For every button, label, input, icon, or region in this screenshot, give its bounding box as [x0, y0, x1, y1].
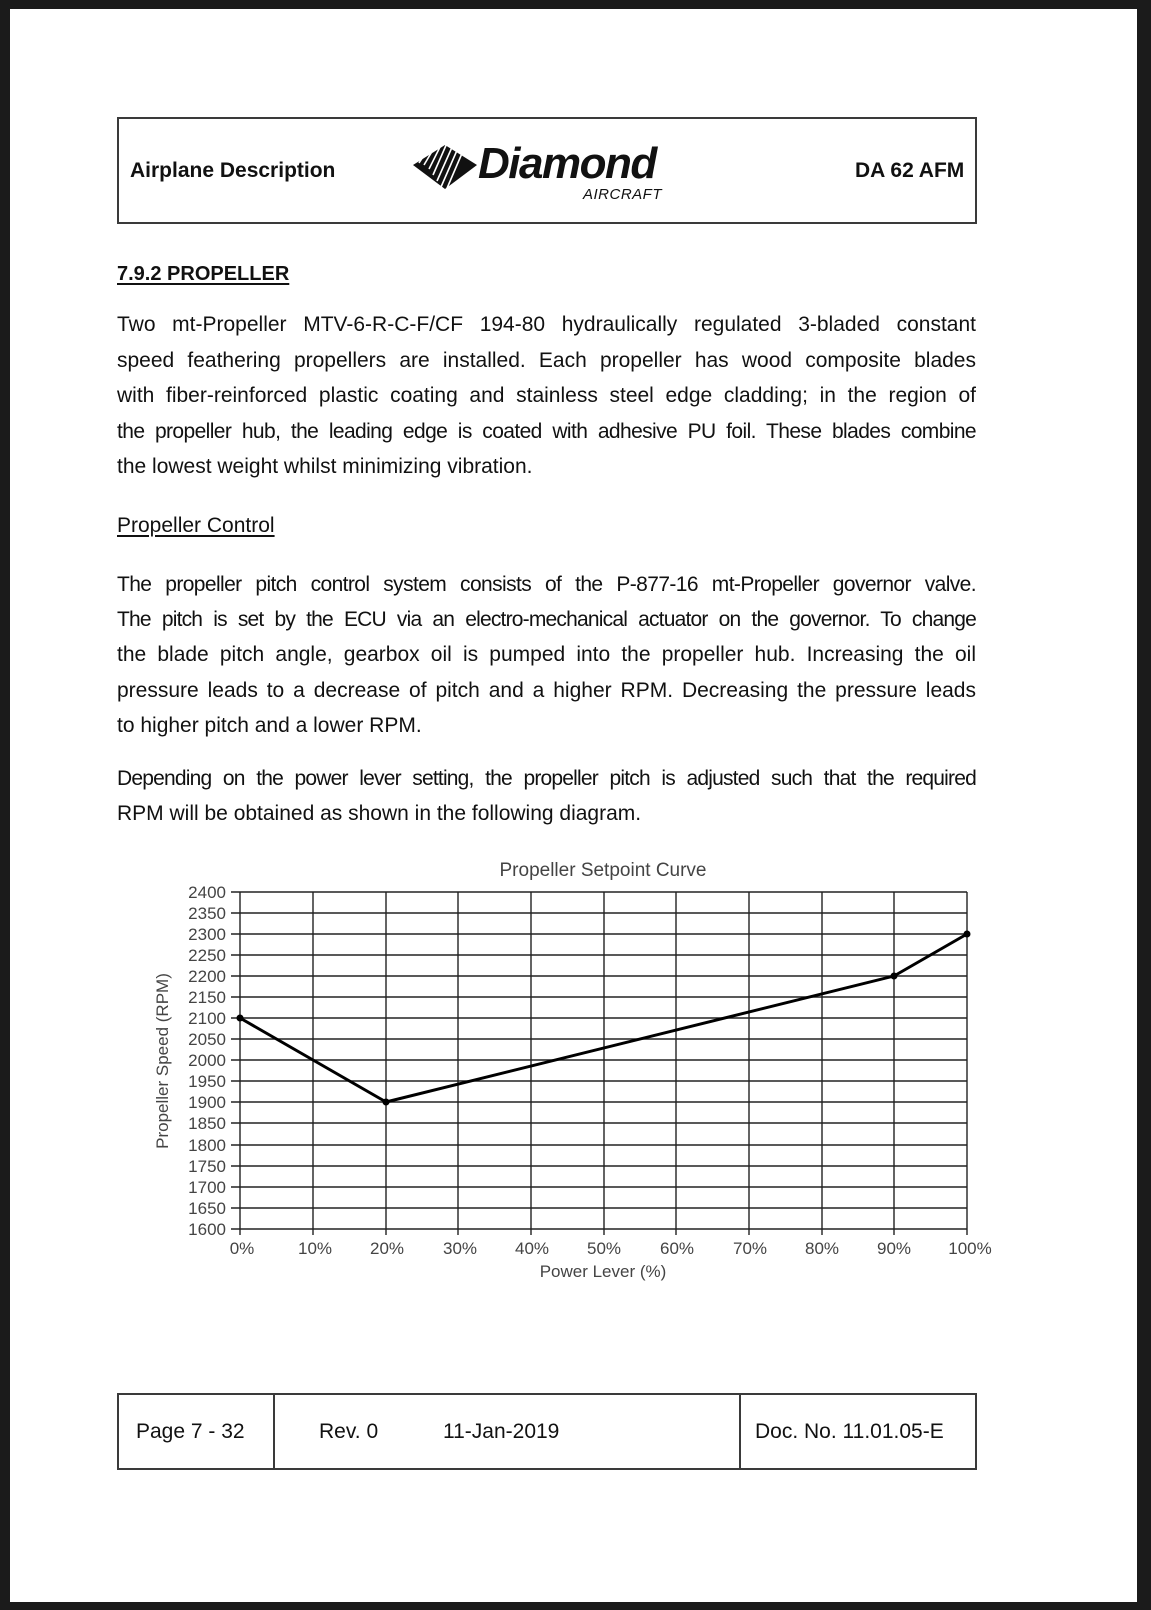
paragraph-1-line: with fiber-reinforced plastic coating and stainless steel edge cladding; in the region of	[117, 384, 976, 407]
footer-date: 11-Jan-2019	[443, 1420, 560, 1443]
svg-text:1950: 1950	[188, 1072, 226, 1091]
paragraph-3-line: RPM will be obtained as shown in the following diagram.	[117, 802, 642, 825]
svg-text:50%: 50%	[586, 1239, 622, 1258]
svg-text:90%: 90%	[876, 1239, 912, 1258]
logo-wordmark: Diamond	[478, 139, 656, 188]
svg-text:60%: 60%	[659, 1239, 695, 1258]
svg-text:1850: 1850	[188, 1114, 226, 1133]
logo-subtitle: AIRCRAFT	[583, 186, 662, 203]
svg-text:2250: 2250	[188, 946, 226, 965]
section-heading: 7.9.2 PROPELLER	[117, 263, 290, 285]
paragraph-1-line: the lowest weight whilst minimizing vibration.	[117, 455, 533, 478]
footer-divider	[273, 1393, 275, 1470]
svg-text:70%: 70%	[732, 1239, 768, 1258]
chart-title: Propeller Setpoint Curve	[499, 860, 707, 881]
paragraph-1-line: the propeller hub, the leading edge is coated with adhesive PU foil. These blades combine	[117, 420, 976, 443]
svg-text:10%: 10%	[297, 1239, 333, 1258]
document-page	[10, 9, 1137, 1602]
x-axis-title: Power Lever (%)	[539, 1262, 667, 1281]
svg-text:1800: 1800	[188, 1136, 226, 1155]
paragraph-2-line: pressure leads to a decrease of pitch and a higher RPM. Decreasing the pressure leads	[117, 679, 976, 702]
svg-text:2050: 2050	[188, 1030, 226, 1049]
footer-revision: Rev. 0	[319, 1420, 379, 1443]
subsection-heading: Propeller Control	[117, 514, 275, 537]
chart-gridlines	[231, 892, 967, 1235]
svg-text:2200: 2200	[188, 967, 226, 986]
paragraph-3-line: Depending on the power lever setting, the propeller pitch is adjusted such that the required	[117, 767, 976, 790]
svg-text:1650: 1650	[188, 1199, 226, 1218]
footer-divider	[739, 1393, 741, 1470]
footer-doc-number: Doc. No. 11.01.05-E	[755, 1420, 944, 1443]
paragraph-2-line: to higher pitch and a lower RPM.	[117, 714, 422, 737]
svg-text:2300: 2300	[188, 925, 226, 944]
paragraph-1-line: Two mt-Propeller MTV-6-R-C-F/CF 194-80 hydraulically regulated 3-bladed constant	[117, 313, 976, 336]
propeller-setpoint-chart	[10, 9, 1137, 1309]
paragraph-2-line: the blade pitch angle, gearbox oil is pumped into the propeller hub. Increasing the oil	[117, 643, 976, 666]
svg-text:80%: 80%	[804, 1239, 840, 1258]
svg-text:40%: 40%	[514, 1239, 550, 1258]
svg-text:2000: 2000	[188, 1051, 226, 1070]
svg-text:1900: 1900	[188, 1093, 226, 1112]
svg-text:2400: 2400	[188, 883, 226, 902]
paragraph-2-line: The pitch is set by the ECU via an electro-mechanical actuator on the governor. To change	[117, 608, 976, 631]
footer-page-number: Page 7 - 32	[136, 1420, 245, 1443]
svg-text:1600: 1600	[188, 1220, 226, 1239]
svg-text:1700: 1700	[188, 1178, 226, 1197]
svg-text:20%: 20%	[369, 1239, 405, 1258]
svg-text:2150: 2150	[188, 988, 226, 1007]
svg-text:0%: 0%	[229, 1239, 255, 1258]
svg-text:100%: 100%	[948, 1239, 992, 1258]
paragraph-1-line: speed feathering propellers are installed. Each propeller has wood composite blades	[117, 349, 976, 372]
header-doc-title: DA 62 AFM	[855, 159, 965, 182]
y-axis-tick-labels	[188, 883, 226, 1239]
svg-text:30%: 30%	[442, 1239, 478, 1258]
y-axis-title: Propeller Speed (RPM)	[153, 973, 172, 1149]
x-axis-tick-labels	[230, 1239, 992, 1258]
svg-text:1750: 1750	[188, 1157, 226, 1176]
paragraph-2-line: The propeller pitch control system consists of the P-877-16 mt-Propeller governor valve.	[117, 573, 976, 596]
svg-text:2350: 2350	[188, 904, 226, 923]
header-section-title: Airplane Description	[130, 159, 336, 182]
svg-text:2100: 2100	[188, 1009, 226, 1028]
